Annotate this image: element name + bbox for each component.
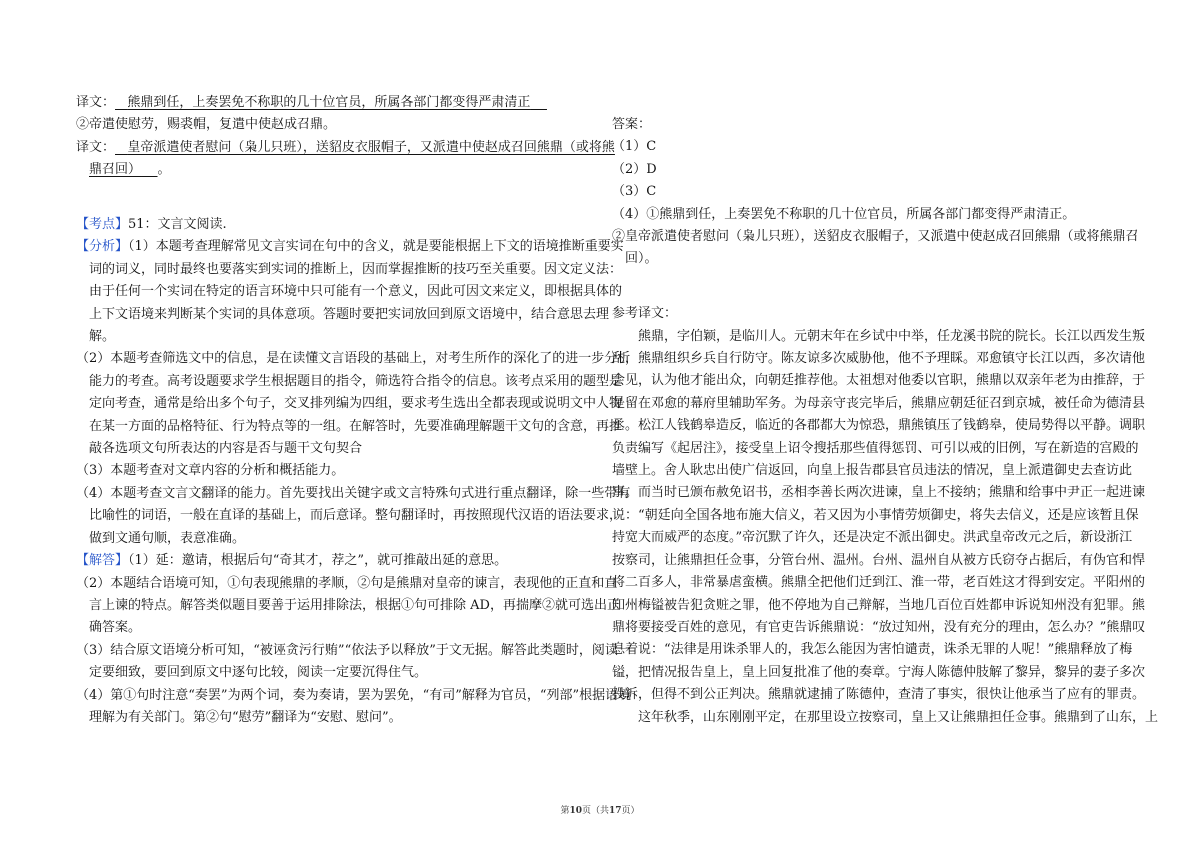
answer-item: ②皇帝派遣使者慰问（枭儿只班），送貂皮衣服帽子，又派遣中使赵成召回熊鼎（或将熊鼎召 — [612, 229, 1139, 245]
translation-answer: 熊鼎到任，上奏罢免不称职的几十位官员，所属各部门都变得严肃清正 — [127, 95, 531, 110]
reference-paragraph-line: 事。而当时已颁布赦免诏书，丞相李善长两次进谏，皇上不接纳；熊鼎和给事中尹正一起进谏 — [612, 485, 1146, 501]
page-footer: 第10页（共17页） — [560, 806, 640, 816]
reference-paragraph-line: 负责编写《起居注》，接受皇上诏令搜括那些值得惩罚、可引以戒的旧例，写在新造的宫殿的 — [612, 440, 1139, 456]
page-total: 17 — [609, 806, 622, 816]
fenxi-2-line: 敲各选项文句所表达的内容是否与题干文句契合 — [89, 441, 363, 457]
fenxi-2-line: 定向考查，通常是给出多个句子，交叉排列编为四组，要求考生选出全都表现或说明文中人物 — [89, 396, 623, 412]
reference-paragraph-line: 持宽大而威严的态度。”帝沉默了许久，还是决定不派出御史。洪武皇帝改元之后，新设浙江 — [612, 530, 1133, 546]
jieda-section: 【解答】（1）延：邀请，根据后句“奇其才，荐之”，就可推敲出延的意思。 — [76, 553, 508, 569]
page-number: 10 — [569, 806, 582, 816]
kaodian-tag: 【考点】 — [76, 217, 129, 233]
fenxi-section: 【分析】（1）本题考查理解常见文言实词在句中的含义，就是要能根据上下文的语境推断重要实 — [76, 239, 624, 255]
reference-paragraph-line: 是留在邓愈的幕府里辅助军务。为母亲守丧完毕后，熊鼎应朝廷征召到京城，被任命为德清县 — [612, 395, 1146, 411]
reference-paragraph-line: 鼎将要接受百姓的意见，有官吏告诉熊鼎说：“放过知州，没有充分的理由，怎么办？”熊鼎叹 — [612, 619, 1146, 635]
jieda-2-line: （2）本题结合语境可知，①句表现熊鼎的孝顺，②句是熊鼎对皇帝的谏言，表现他的正直和直 — [76, 575, 618, 591]
translation-1 — [76, 92, 596, 114]
fenxi-2-line: 在某一方面的品格特征、行为特点等的一组。在解答时，先要准确理解题干文句的含意，再推 — [89, 418, 623, 434]
jieda-3-line: 定要细致，要回到原文中逐句比较，阅读一定要沉得住气。 — [89, 665, 428, 681]
left-column — [76, 92, 632, 729]
translation-2 — [76, 137, 615, 159]
translation-answer: 皇帝派遣使者慰问（枭儿只班），送貂皮衣服帽子，又派遣中使赵成召回熊鼎（或将熊 — [127, 139, 615, 155]
reference-paragraph-line: 熊鼎，字伯颖，是临川人。元朝末年在乡试中中举，任龙溪书院的院长。长江以西发生叛 — [638, 328, 1146, 344]
jieda-2-line: 言上谏的特点。解答类似题目要善于运用排除法，根据①句可排除 AD，再揣摩②就可选出正 — [89, 597, 620, 613]
reference-paragraph-line: 墙壁上。舍人耿忠出使广信返回，向皇上报告郡县官员违法的情况，皇上派遣御史去查访此 — [612, 463, 1133, 479]
fenxi-tag: 【分析】 — [76, 239, 129, 255]
jieda-tag: 【解答】 — [76, 553, 129, 569]
answer-title: 答案： — [612, 117, 652, 132]
translation-answer-cont: 鼎召回） — [89, 162, 142, 178]
fenxi-3-line: （3）本题考查对文章内容的分析和概括能力。 — [76, 463, 345, 479]
answer-item: 回）。 — [625, 251, 658, 267]
answer-item: （4）①熊鼎到任，上奏罢免不称职的几十位官员，所属各部门都变得严肃清正。 — [612, 206, 1076, 222]
reference-paragraph-line: 投诉，但得不到公正判决。熊鼎就逮捕了陈德仲，查清了事实，很快让他承当了应有的罪责。 — [612, 687, 1146, 703]
answer-item: （3）C — [612, 184, 657, 200]
jieda-3-line: （3）结合原文语境分析可知，“被诬贪污行贿”“依法予以释放”于文无据。解答此类题时，阅读一 — [76, 642, 631, 658]
reference-translation-title: 参考译文： — [612, 306, 678, 322]
fenxi-2-line: 能力的考查。高考设题要求学生根据题目的指令，筛选符合指令的信息。该考点采用的题型是 — [89, 373, 623, 389]
reference-paragraph-line: 丞。松江人钱鹤皋造反，临近的各郡都大为惊恐，鼎熊镇压了钱鹤皋，使局势得以平静。调职 — [612, 418, 1146, 434]
kaodian-text: 51：文言文阅读. — [128, 217, 227, 233]
fenxi-1-line: 上下文语境来判断某个实词的具体意项。答题时要把实词放回到原文语境中，结合意思去理 — [89, 306, 610, 322]
jieda-2-line: 确答案。 — [89, 620, 142, 636]
reference-paragraph-line: 知州梅镒被告犯贪赃之罪，他不停地为自己辩解，当地几百位百姓都申诉说知州没有犯罪。熊 — [612, 597, 1146, 613]
translation-label: 译文： — [76, 95, 116, 110]
fenxi-1-line: 由于任何一个实词在特定的语言环境中只可能有一个意义，因此可因文来定义，即根据具体的 — [89, 284, 623, 300]
answer-item: （2）D — [612, 161, 657, 177]
reference-paragraph-line: 将二百多人，非常暴虐蛮横。熊鼎全把他们迁到江、淮一带，老百姓这才得到安定。平阳州的 — [612, 575, 1146, 591]
fenxi-1-line: 词的词义，同时最终也要落实到实词的推断上，因而掌握推断的技巧至关重要。因文定义法： — [89, 261, 623, 277]
fenxi-1-line: 解。 — [89, 329, 116, 345]
kaodian-section — [76, 214, 596, 236]
reference-paragraph-line: 息着说：“法律是用诛杀罪人的，我怎么能因为害怕谴责，诛杀无罪的人呢！”熊鼎释放了梅 — [612, 642, 1133, 658]
reference-paragraph-line: 镒，把情况报告皇上，皇上回复批准了他的奏章。宁海人陈德仲肢解了黎异，黎异的妻子多次 — [612, 664, 1146, 680]
translation-2-cont: 鼎召回） 。 — [89, 162, 171, 178]
reference-paragraph-line: 按察司，让熊鼎担任佥事，分管台州、温州。台州、温州自从被方氏窃夺占据后，有伪官和悍 — [612, 552, 1146, 568]
right-column — [612, 114, 1159, 729]
translation-label: 译文： — [76, 139, 116, 155]
question-sentence-2: ②帝遣使慰劳，赐裘帽，复遣中使赵成召鼎。 — [76, 117, 337, 133]
fenxi-4-line: 比喻性的词语，一般在直译的基础上，而后意译。整句翻译时，再按照现代汉语的语法要求， — [89, 508, 623, 524]
reference-paragraph-line: 这年秋季，山东刚刚平定，在那里设立按察司，皇上又让熊鼎担任佥事。熊鼎到了山东，上 — [638, 709, 1159, 725]
jieda-4-line: 理解为有关部门。第②句“慰劳”翻译为“安慰、慰问”。 — [89, 709, 402, 725]
fenxi-2-line: （2）本题考查筛选文中的信息，是在读懂文言语段的基础上，对考生所作的深化了的进一步分析 — [76, 351, 631, 367]
reference-paragraph-line: 会见，认为他才能出众，向朝廷推荐他。太祖想对他委以官职，熊鼎以双亲年老为由推辞，于 — [612, 373, 1146, 389]
fenxi-4-line: 做到文通句顺，表意准确。 — [89, 530, 246, 546]
jieda-4-line: （4）第①句时注意“奏罢”为两个词，奏为奏请，罢为罢免，“有司”解释为官员，“列部”根据语境 — [76, 687, 632, 703]
answer-item: （1）C — [612, 139, 657, 155]
reference-paragraph-line: 乱，熊鼎组织乡兵自行防守。陈友谅多次威胁他，他不予理睬。邓愈镇守长江以西，多次请他 — [612, 351, 1146, 367]
reference-paragraph-line: 说：“朝廷向全国各地布施大信义，若又因为小事情劳烦御史，将失去信义，还是应该暂且保 — [612, 507, 1139, 523]
fenxi-4-line: （4）本题考查文言文翻译的能力。首先要找出关键字或文言特殊句式进行重点翻译，除一些带有 — [76, 485, 631, 501]
